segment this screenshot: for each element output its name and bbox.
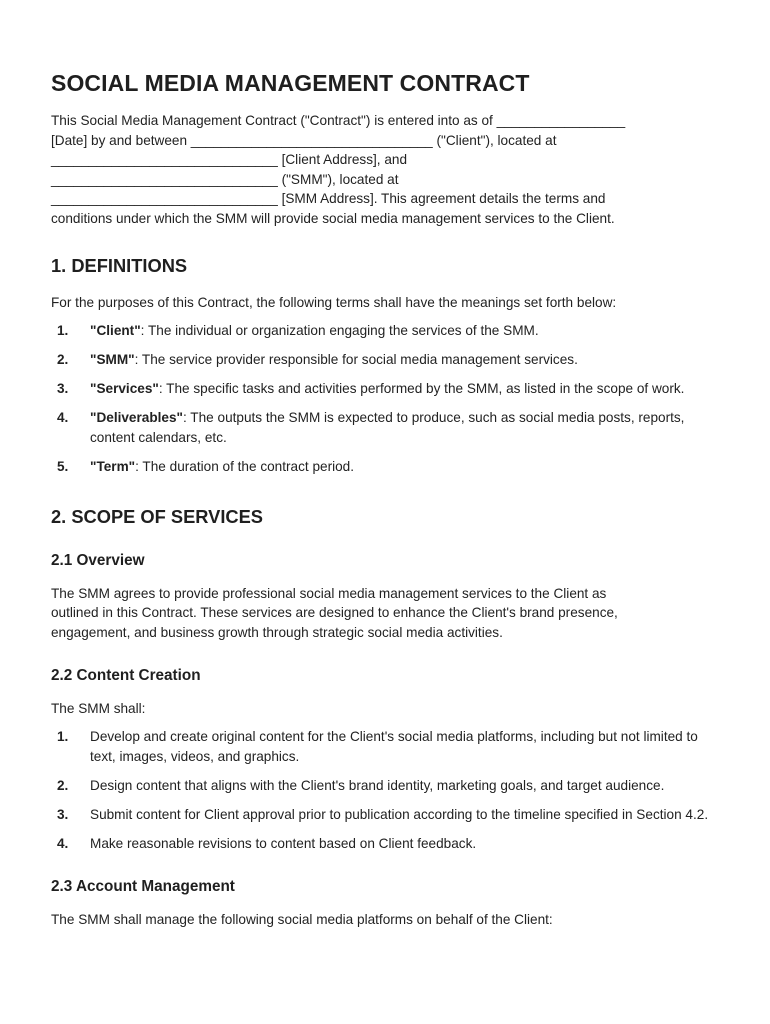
definitions-section <box>51 255 720 477</box>
list-number: 1. <box>57 729 69 745</box>
definition-text: : The specific tasks and activities performed by the SMM, as listed in the scope of work. <box>158 381 685 397</box>
list-number: 5. <box>57 459 69 475</box>
list-item <box>51 805 720 825</box>
definition-text: : The outputs the SMM is expected to produce, such as social media posts, reports, content calendars, etc. <box>90 410 685 446</box>
scope-section <box>51 506 720 929</box>
definition-item <box>51 379 720 399</box>
intro-line: This Social Media Management Contract ("Contract") is entered into as of _________________ <box>51 113 626 128</box>
list-item <box>51 776 720 796</box>
content-creation-list <box>51 727 720 853</box>
account-management-lead: The SMM shall manage the following social media platforms on behalf of the Client: <box>51 911 553 927</box>
intro-line: ______________________________ [Client Address], and <box>51 152 408 168</box>
list-number: 3. <box>57 381 69 397</box>
definition-term: "Services" <box>90 381 159 397</box>
intro-line: conditions under which the SMM will provide social media management services to the Client. <box>51 210 615 226</box>
overview-line: engagement, and business growth through strategic social media activities. <box>51 624 503 640</box>
account-management-heading: 2.3 Account Management <box>51 877 235 895</box>
list-item-text: Make reasonable revisions to content based on Client feedback. <box>90 835 477 851</box>
definition-item <box>51 408 720 447</box>
definition-item <box>51 457 720 477</box>
definition-term: "Client" <box>90 323 141 339</box>
definition-term: "Term" <box>90 459 136 475</box>
definition-text: : The duration of the contract period. <box>135 459 355 475</box>
list-number: 4. <box>57 835 69 851</box>
list-item <box>51 727 720 766</box>
intro-line: ______________________________ [SMM Address]. This agreement details the terms and <box>51 191 606 207</box>
definitions-lead: For the purposes of this Contract, the following terms shall have the meanings set forth below: <box>51 294 617 310</box>
overview-line: The SMM agrees to provide professional social media management services to the Client as <box>51 585 607 601</box>
list-number: 2. <box>57 777 69 793</box>
content-creation-lead: The SMM shall: <box>51 700 146 716</box>
list-number: 3. <box>57 806 69 822</box>
list-item-text: Develop and create original content for the Client's social media platforms, including but not limited to text, images, videos, and graphics. <box>90 729 698 764</box>
overview-line: outlined in this Contract. These services are designed to enhance the Client's brand presence, <box>51 605 618 621</box>
list-number: 2. <box>57 352 69 368</box>
definition-term: "Deliverables" <box>90 410 183 426</box>
intro-line: ______________________________ ("SMM"), located at <box>51 171 399 187</box>
intro-line: [Date] by and between ________________________________ ("Client"), located at <box>51 132 557 148</box>
definition-term: "SMM" <box>90 352 135 368</box>
definition-text: : The service provider responsible for social media management services. <box>134 352 578 368</box>
definitions-list <box>51 321 720 477</box>
list-item-text: Submit content for Client approval prior to publication according to the timeline specified in Section 4.2. <box>90 806 709 822</box>
scope-heading: 2. SCOPE OF SERVICES <box>51 505 263 527</box>
list-item <box>51 834 720 854</box>
overview-heading: 2.1 Overview <box>51 551 145 569</box>
content-creation-heading: 2.2 Content Creation <box>51 666 201 684</box>
document-title: SOCIAL MEDIA MANAGEMENT CONTRACT <box>51 70 530 96</box>
definitions-heading: 1. DEFINITIONS <box>51 254 188 276</box>
list-number: 4. <box>57 410 69 426</box>
intro-paragraph <box>51 111 720 229</box>
list-number: 1. <box>57 323 69 339</box>
definition-text: : The individual or organization engaging the services of the SMM. <box>140 323 539 339</box>
definition-item <box>51 350 720 370</box>
list-item-text: Design content that aligns with the Client's brand identity, marketing goals, and target audience. <box>90 777 665 793</box>
definition-item <box>51 321 720 341</box>
